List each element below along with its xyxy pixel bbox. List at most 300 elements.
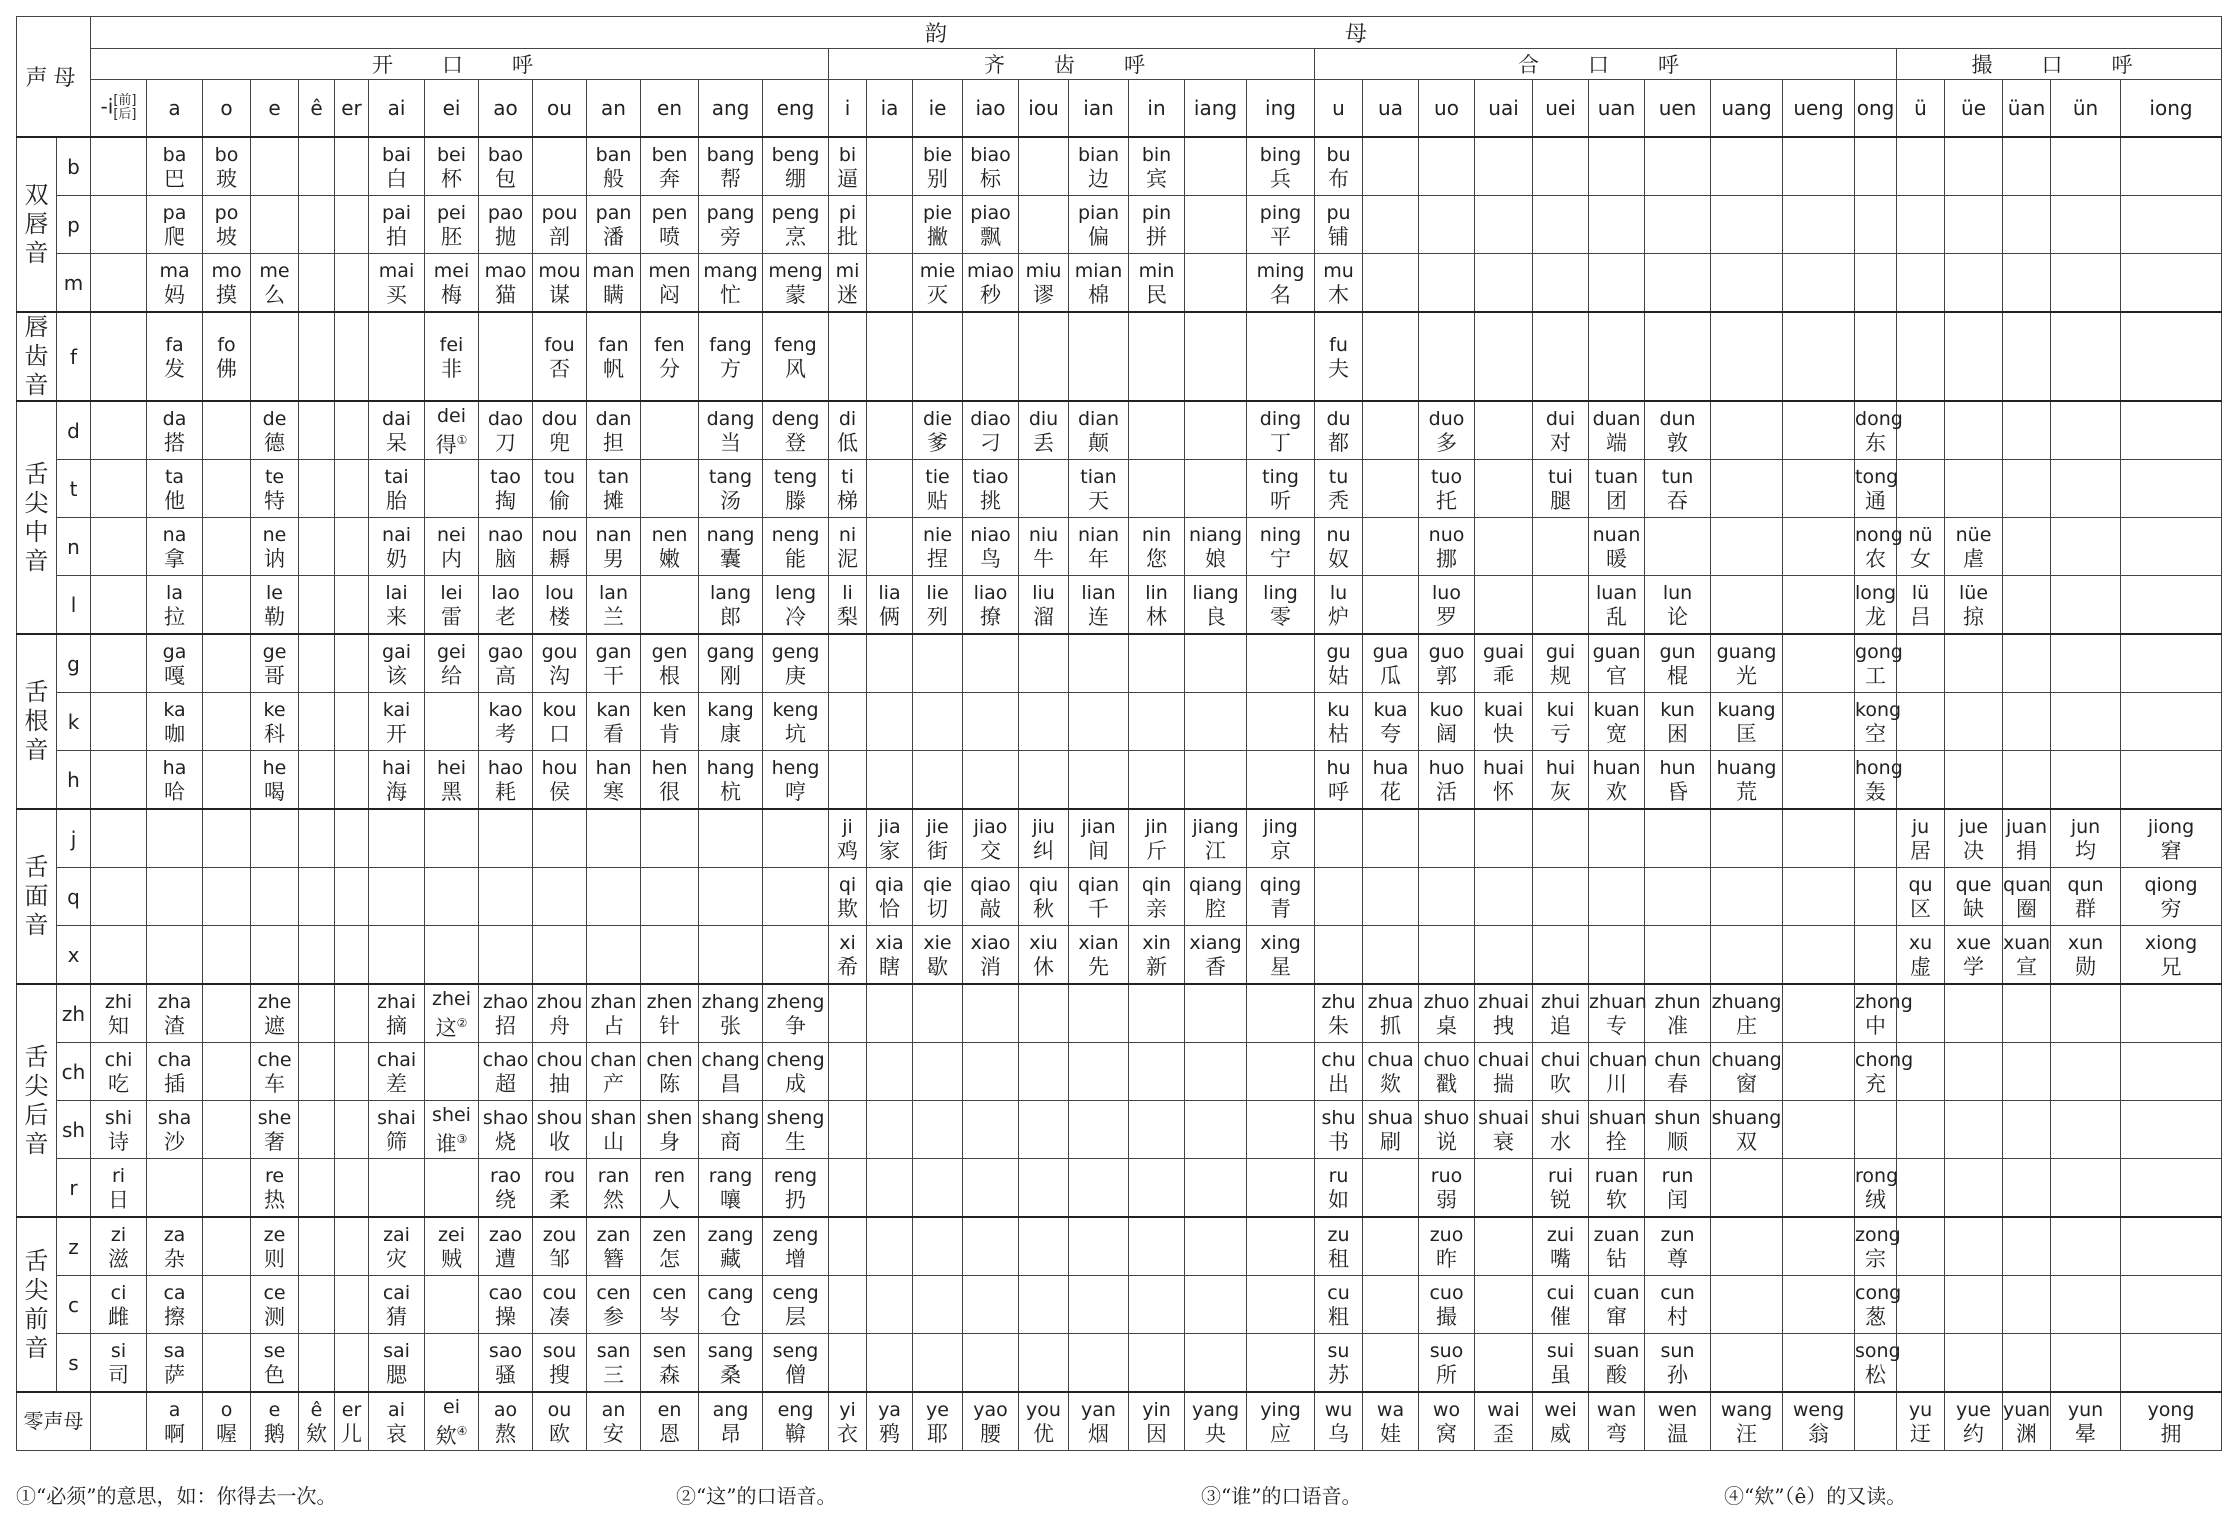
pinyin-text: kua [1373,698,1408,721]
syllable-cell [2121,1217,2222,1276]
pinyin-text: zhua [1367,990,1414,1013]
hanzi-text: 梨 [837,604,859,629]
pinyin-text: dong [1855,407,1903,430]
syllable-cell [1069,460,1129,518]
pinyin-text: da [162,407,187,430]
syllable-cell [1945,401,2003,460]
syllable-cell [1419,312,1475,401]
syllable-cell [425,751,479,810]
syllable-cell [1247,312,1315,401]
pinyin-text: ya [878,1398,901,1421]
pinyin-text: me [259,259,290,282]
syllable-cell [2003,751,2051,810]
hanzi-text: 开 [386,721,408,746]
syllable-cell [1363,1334,1419,1393]
hanzi-text: 考 [495,721,517,746]
hanzi-text: 咖 [164,721,186,746]
syllable-cell [147,1217,203,1276]
syllable-cell [1945,576,2003,635]
syllable-cell [203,634,251,693]
category-label: 舌 尖 后 音 [17,984,57,1217]
pinyin-text: qing [1259,873,1302,896]
initial-label: zh [57,984,91,1043]
pinyin-text: jing [1263,815,1298,838]
hanzi-text: 胎 [386,488,408,513]
hanzi-text: 德 [264,430,286,455]
hanzi-text: 村 [1667,1304,1689,1329]
syllable-cell [251,751,299,810]
syllable-cell [913,926,963,985]
pinyin-text: cen [652,1281,687,1304]
initial-row-p [17,196,2222,254]
syllable-cell [913,518,963,576]
initial-row-z [17,1217,2222,1276]
final-minus-i [91,80,147,138]
syllable-cell [1645,926,1711,985]
pinyin-text: rou [543,1164,576,1187]
hanzi-text: 群 [2075,896,2097,921]
hanzi-text: 平 [1270,224,1292,249]
syllable-cell [963,312,1019,401]
syllable-cell [1645,137,1711,196]
hanzi-text: 轰 [1865,779,1887,804]
syllable-cell [867,196,913,254]
syllable-cell [335,1334,369,1393]
syllable-cell [1363,254,1419,313]
syllable-cell [1363,1101,1419,1159]
pinyin-text: kuan [1593,698,1640,721]
hanzi-text: 司 [108,1362,130,1387]
hanzi-text: 耨 [549,546,571,571]
hanzi-text: 林 [1146,604,1168,629]
hanzi-text: 腰 [980,1421,1002,1446]
syllable-cell [369,751,425,810]
pinyin-text: nong [1855,523,1903,546]
syllable-cell [1783,751,1855,810]
syllable-cell [479,196,533,254]
hanzi-text: 捏 [927,546,949,571]
syllable-cell [91,254,147,313]
initial-label: sh [57,1101,91,1159]
pinyin-text: shui [1540,1106,1581,1129]
pinyin-text: lan [599,581,628,604]
pinyin-text: le [266,581,283,604]
hanzi-text: 山 [603,1129,625,1154]
syllable-cell [1129,518,1185,576]
syllable-cell [867,1334,913,1393]
syllable-cell [867,634,913,693]
syllable-cell [251,576,299,635]
hanzi-text: 乖 [1493,663,1515,688]
pinyin-text: du [1326,407,1351,430]
pinyin-text: nüe [1955,523,1992,546]
syllable-cell [2003,576,2051,635]
syllable-cell [699,518,763,576]
hanzi-text: 口 [549,721,571,746]
syllable-cell [641,576,699,635]
hanzi-text: 啊 [164,1421,186,1446]
hanzi-text: 骚 [495,1362,517,1387]
initial-row-sh [17,1101,2222,1159]
syllable-cell [425,693,479,751]
pinyin-text: mie [919,259,956,282]
pinyin-text: tai [384,465,409,488]
hanzi-text: 爹 [927,430,949,455]
syllable-cell [203,868,251,926]
final-header: iang [1185,80,1247,138]
syllable-cell [425,1217,479,1276]
syllable-cell [829,401,867,460]
syllable-cell [829,693,867,751]
syllable-cell [533,809,587,868]
footnote-2: ②“这”的口语音。 [676,1484,837,1508]
syllable-cell [1897,751,1945,810]
pinyin-text: qian [1078,873,1120,896]
pinyin-text: ê [310,1398,323,1421]
syllable-cell [1129,634,1185,693]
syllable-cell [203,693,251,751]
pinyin-text: fo [217,333,236,356]
hanzi-text: 消 [980,954,1002,979]
final-header: eng [763,80,829,138]
syllable-cell [1645,1334,1711,1393]
pinyin-text: zhen [646,990,693,1013]
syllable-cell [2051,1043,2121,1101]
syllable-cell [91,751,147,810]
hanzi-text: 优 [1033,1421,1055,1446]
pinyin-text: pou [541,201,578,224]
syllable-cell [147,312,203,401]
hanzi-text: 海 [386,779,408,804]
hanzi-text: 新 [1146,954,1168,979]
final-header: üan [2003,80,2051,138]
hanzi-text: 家 [879,838,901,863]
hanzi-text: 干 [603,663,625,688]
syllable-cell [2051,634,2121,693]
syllable-cell [1589,576,1645,635]
syllable-cell [1711,460,1783,518]
syllable-cell [763,809,829,868]
syllable-cell [1185,1159,1247,1218]
syllable-cell [1945,137,2003,196]
syllable-cell [147,137,203,196]
syllable-cell [299,1217,335,1276]
syllable-cell [867,137,913,196]
syllable-cell [1945,984,2003,1043]
syllable-cell [1533,1392,1589,1451]
syllable-cell [91,868,147,926]
syllable-cell [1363,868,1419,926]
pinyin-text: bang [706,143,755,166]
syllable-cell [1069,1159,1129,1218]
syllable-cell [867,518,913,576]
syllable-cell [1475,868,1533,926]
syllable-cell [1363,401,1419,460]
syllable-cell [763,984,829,1043]
pinyin-text: lin [1145,581,1168,604]
syllable-cell [699,254,763,313]
pinyin-text: run [1661,1164,1694,1187]
pinyin-text: pu [1326,201,1351,224]
pinyin-text: yan [1081,1398,1116,1421]
hanzi-text: 邹 [549,1246,571,1271]
pinyin-text: wen [1657,1398,1698,1421]
syllable-cell [1533,460,1589,518]
pinyin-text: zao [488,1223,523,1246]
hanzi-text: 呆 [386,430,408,455]
final-header: ü [1897,80,1945,138]
hanzi-text: 萨 [164,1362,186,1387]
syllable-cell [1897,1392,1945,1451]
hanzi-text: 怀 [1493,779,1515,804]
hanzi-text: 搜 [549,1362,571,1387]
syllable-cell [91,460,147,518]
pinyin-text: rao [489,1164,522,1187]
pinyin-text: nen [651,523,688,546]
pinyin-text: kai [382,698,411,721]
syllable-cell [2121,576,2222,635]
hanzi-text: 泥 [837,546,859,571]
syllable-cell [1019,1101,1069,1159]
syllable-cell [1897,1101,1945,1159]
finals-header-row [17,80,2222,138]
syllable-cell [763,1217,829,1276]
pinyin-text: zhan [590,990,637,1013]
hanzi-text: 这② [435,1016,468,1040]
syllable-cell [2051,1276,2121,1334]
syllable-cell [1945,634,2003,693]
pinyin-text: hu [1326,756,1351,779]
hanzi-text: 猜 [386,1304,408,1329]
syllable-cell [1533,254,1589,313]
syllable-cell [335,312,369,401]
syllable-cell [1315,1217,1363,1276]
syllable-cell [587,1101,641,1159]
hanzi-text: 坑 [785,721,807,746]
pinyin-text: gao [487,640,524,663]
chart-body [17,137,2222,1451]
hanzi-text: 坡 [216,224,238,249]
syllable-cell [1069,1217,1129,1276]
hanzi-text: 搭 [164,430,186,455]
syllable-cell [1019,576,1069,635]
final-header: e [251,80,299,138]
pinyin-text: nang [706,523,755,546]
syllable-cell [1419,1043,1475,1101]
syllable-cell [91,1392,147,1451]
syllable-cell [1711,1334,1783,1393]
syllable-cell [203,926,251,985]
pinyin-text: kuo [1429,698,1464,721]
final-header: ian [1069,80,1129,138]
pinyin-text: e [268,1398,281,1421]
footnotes [16,1480,2222,1514]
hanzi-text: 楼 [549,604,571,629]
syllable-cell [867,984,913,1043]
pinyin-text: xuan [2003,931,2050,954]
hanzi-text: 快 [1493,721,1515,746]
hanzi-text: 遭 [495,1246,517,1271]
syllable-cell [1129,926,1185,985]
pinyin-text: chai [376,1048,417,1071]
hanzi-text: 星 [1270,954,1292,979]
syllable-cell [1363,1043,1419,1101]
syllable-cell [1783,518,1855,576]
pinyin-text: ti [841,465,854,488]
syllable-cell [1019,254,1069,313]
syllable-cell [1247,1392,1315,1451]
syllable-cell [1475,926,1533,985]
pinyin-text: hao [487,756,524,779]
syllable-cell [1855,693,1902,751]
syllable-cell [147,1276,203,1334]
syllable-cell [699,809,763,868]
syllable-cell [1069,751,1129,810]
syllable-cell [1185,196,1247,254]
syllable-cell [1363,809,1419,868]
syllable-cell [479,868,533,926]
syllable-cell [203,401,251,460]
syllable-cell [1945,1334,2003,1393]
syllable-cell [203,984,251,1043]
hanzi-text: 铺 [1328,224,1350,249]
syllable-cell [335,460,369,518]
syllable-cell [1589,1334,1645,1393]
hanzi-text: 谬 [1033,282,1055,307]
syllable-cell [251,1159,299,1218]
initial-row-s [17,1334,2222,1393]
syllable-cell [1783,1101,1855,1159]
syllable-cell [1019,984,1069,1043]
syllable-cell [1019,1392,1069,1451]
syllable-cell [587,137,641,196]
syllable-cell [1419,809,1475,868]
syllable-cell [91,984,147,1043]
syllable-cell [963,401,1019,460]
pinyin-text: jiong [2147,815,2195,838]
pinyin-text: pei [437,201,467,224]
syllable-cell [699,984,763,1043]
final-header: ün [2051,80,2121,138]
pinyin-text: cen [596,1281,631,1304]
hanzi-text: 囊 [720,546,742,571]
syllable-cell [1363,1217,1419,1276]
hanzi-text: 贼 [441,1246,463,1271]
syllable-cell [2051,1159,2121,1218]
pinyin-text: mi [835,259,860,282]
syllable-cell [1129,460,1185,518]
pinyin-text: si [110,1339,127,1362]
syllable-cell [425,312,479,401]
hanzi-text: 玻 [216,166,238,191]
pinyin-text: pie [923,201,953,224]
pinyin-text: guang [1716,640,1777,663]
hanzi-text: 困 [1667,721,1689,746]
syllable-cell [2121,518,2222,576]
syllable-cell [1711,1217,1783,1276]
syllable-cell [1069,137,1129,196]
hanzi-text: 招 [495,1013,517,1038]
hanzi-text: 年 [1088,546,1110,571]
pinyin-text: san [596,1339,631,1362]
syllable-cell [1419,1101,1475,1159]
syllable-cell [1711,1159,1783,1218]
hanzi-text: 掏 [495,488,517,513]
syllable-cell [1589,196,1645,254]
syllable-cell [763,1159,829,1218]
hanzi-text: 拼 [1146,224,1168,249]
syllable-cell [533,693,587,751]
syllable-cell [369,984,425,1043]
syllable-cell [963,1334,1019,1393]
syllable-cell [587,809,641,868]
syllable-cell [1783,1334,1855,1393]
pinyin-text: qu [1908,873,1933,896]
pinyin-text: juan [2006,815,2048,838]
hanzi-text: 哀 [386,1421,408,1446]
syllable-cell [1129,576,1185,635]
syllable-cell [1019,926,1069,985]
pinyin-text: ye [926,1398,949,1421]
hanzi-text: 虚 [1910,954,1932,979]
hanzi-text: 肯 [659,721,681,746]
syllable-cell [1945,460,2003,518]
syllable-cell [251,518,299,576]
pinyin-text: pang [706,201,755,224]
syllable-cell [587,868,641,926]
pinyin-text: mang [703,259,758,282]
pinyin-text: gou [541,640,578,663]
pinyin-text: ei [443,1396,460,1418]
syllable-cell [699,1392,763,1451]
pinyin-text: zhai [377,990,416,1013]
syllable-cell [963,634,1019,693]
syllable-cell [1185,926,1247,985]
pinyin-text: cha [157,1048,192,1071]
pinyin-text: zui [1546,1223,1575,1246]
hanzi-text: 粗 [1328,1304,1350,1329]
pinyin-text: qi [838,873,857,896]
initial-row-r [17,1159,2222,1218]
syllable-cell [641,518,699,576]
hanzi-text: 准 [1667,1013,1689,1038]
hanzi-text: 吕 [1910,604,1932,629]
pinyin-text: lou [545,581,574,604]
hanzi-text: 民 [1146,282,1168,307]
final-header: üe [1945,80,2003,138]
syllable-cell [829,1101,867,1159]
syllable-cell [763,312,829,401]
syllable-cell [425,1392,479,1451]
final-header: uang [1711,80,1783,138]
syllable-cell [203,137,251,196]
syllable-cell [2051,312,2121,401]
syllable-cell [335,1159,369,1218]
pinyin-text: rong [1855,1164,1899,1187]
pinyin-text: min [1138,259,1175,282]
syllable-cell [1475,1043,1533,1101]
pinyin-text: zhun [1654,990,1701,1013]
syllable-cell [699,460,763,518]
pinyin-text: xiao [970,931,1011,954]
hanzi-text: 捐 [2016,838,2038,863]
pinyin-text: ting [1262,465,1299,488]
syllable-cell [369,1043,425,1101]
syllable-cell [2051,751,2121,810]
syllable-cell [963,518,1019,576]
pinyin-text: gu [1326,640,1351,663]
pinyin-text: dian [1078,407,1120,430]
